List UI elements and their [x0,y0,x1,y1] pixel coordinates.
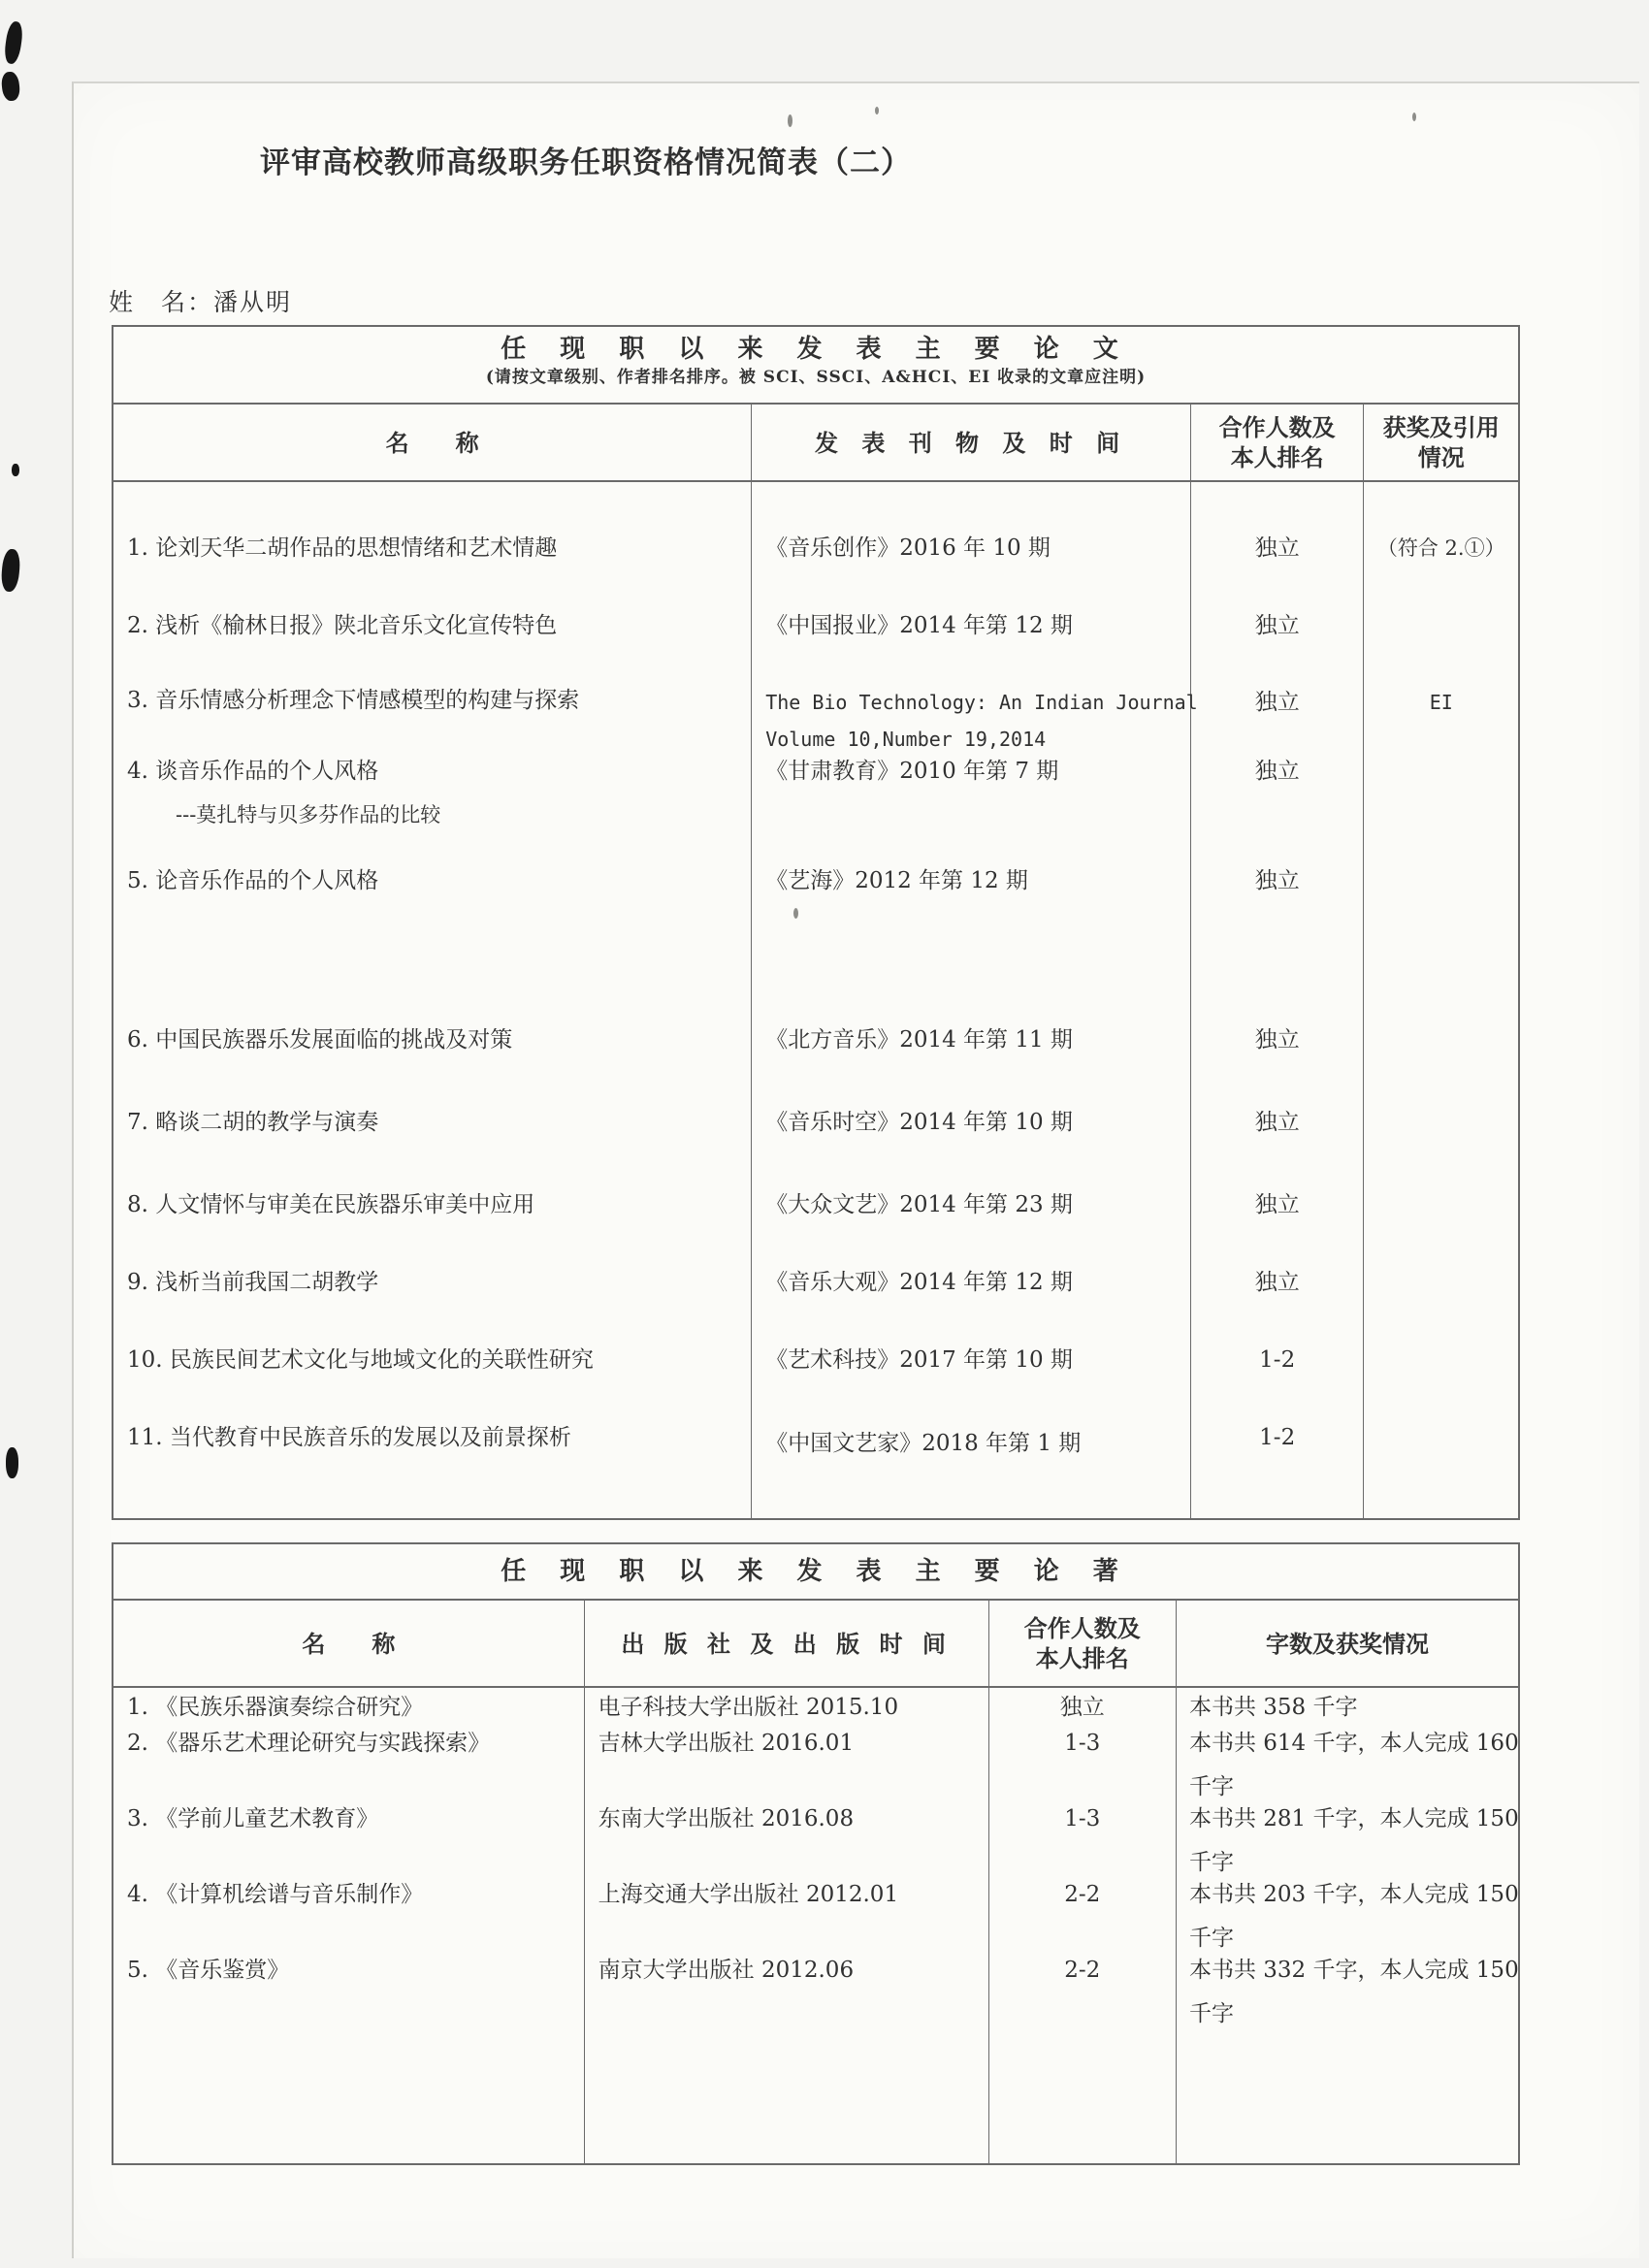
papers-coop-column [1191,482,1365,1518]
book-title: 4. 《计算机绘谱与音乐制作》 [127,1882,424,1907]
paper-title: 9. 浅析当前我国二胡教学 [127,1270,379,1295]
book-words: 本书共 281 千字，本人完成 150 [1188,1806,1519,1831]
paper-title: 2. 浅析《榆林日报》陕北音乐文化宣传特色 [127,613,558,638]
paper-title: 7. 略谈二胡的教学与演奏 [127,1110,379,1135]
paper-journal: 《北方音乐》2014 年第 11 期 [765,1027,1073,1053]
paper-journal: 《大众文艺》2014 年第 23 期 [765,1192,1073,1217]
scan-artifact [12,464,19,476]
books-publisher-column [585,1688,989,2163]
book-publisher: 电子科技大学出版社 2015.10 [598,1695,899,1720]
papers-col-header-coop: 合作人数及 本人排名 [1191,405,1365,480]
paper-award: EI [1429,691,1453,714]
paper-coop: 独立 [1254,1270,1300,1295]
scan-artifact [1412,113,1416,121]
book-words-line2: 千字 [1188,1926,1234,1951]
papers-header-row [112,405,1520,482]
scan-artifact [0,71,20,102]
book-words: 本书共 614 千字，本人完成 160 [1188,1731,1519,1756]
books-name-column [113,1688,585,2163]
paper-coop: 独立 [1254,759,1300,784]
scan-artifact [3,20,24,65]
paper-coop: 独立 [1254,1027,1300,1053]
paper-journal: 《音乐时空》2014 年第 10 期 [765,1110,1073,1135]
paper-title: 1. 论刘天华二胡作品的思想情绪和艺术情趣 [127,535,558,561]
books-col-header-name: 名 称 [113,1601,585,1686]
books-section-band [112,1542,1520,1601]
book-title: 2. 《器乐艺术理论研究与实践探索》 [127,1731,491,1756]
paper-title: 3. 音乐情感分析理念下情感模型的构建与探索 [127,688,580,713]
papers-section-note: (请按文章级别、作者排名排序。被 SCI、SSCI、A&HCI、EI 收录的文章应注明) [485,368,1147,387]
papers-section-band [112,325,1520,405]
paper-title-subline: ---莫扎特与贝多芬作品的比较 [176,803,441,826]
book-words: 本书共 358 千字 [1188,1695,1358,1720]
books-col-header-words: 字数及获奖情况 [1265,1629,1429,1658]
papers-col-header-award: 获奖及引用 情况 [1382,413,1500,471]
papers-name-column [113,482,752,1518]
book-coop: 1-3 [1064,1731,1101,1756]
books-coop-column [989,1688,1177,2163]
book-title: 3. 《学前儿童艺术教育》 [127,1806,379,1831]
paper-coop: 独立 [1254,1192,1300,1217]
paper-journal: 《中国文艺家》2018 年第 1 期 [765,1431,1082,1456]
paper-title: 8. 人文情怀与审美在民族器乐审美中应用 [127,1192,535,1217]
paper-journal: 《中国报业》2014 年第 12 期 [765,613,1073,638]
book-publisher: 吉林大学出版社 2016.01 [598,1731,855,1756]
scan-artifact [0,548,21,592]
paper-title: 6. 中国民族器乐发展面临的挑战及对策 [127,1027,513,1053]
paper-coop: 1-2 [1259,1347,1296,1373]
book-publisher: 上海交通大学出版社 2012.01 [598,1882,899,1907]
papers-col-header-journal: 发 表 刊 物 及 时 间 [752,405,1191,480]
papers-award-column [1364,482,1518,1518]
scan-artifact [875,107,879,114]
paper-journal: 《音乐大观》2014 年第 12 期 [765,1270,1073,1295]
page-title: 评审高校教师高级职务任职资格情况简表（二） [260,146,912,180]
books-col-header-coop: 合作人数及 本人排名 [989,1601,1177,1686]
books-words-column [1177,1688,1518,2163]
book-words-line2: 千字 [1188,1774,1234,1799]
book-title: 1. 《民族乐器演奏综合研究》 [127,1695,424,1720]
paper-journal: 《艺术科技》2017 年第 10 期 [765,1347,1073,1373]
book-coop: 1-3 [1064,1806,1101,1831]
books-header-row [112,1601,1520,1688]
book-publisher: 东南大学出版社 2016.08 [598,1806,855,1831]
name-field: 姓 名：潘从明 [109,288,293,316]
papers-journal-column [752,482,1198,1518]
book-title: 5. 《音乐鉴赏》 [127,1958,290,1983]
paper-coop: 独立 [1254,1110,1300,1135]
book-coop: 2-2 [1064,1958,1101,1983]
paper-title: 11. 当代教育中民族音乐的发展以及前景探析 [127,1425,571,1450]
paper-award: （符合 2.①） [1376,536,1505,560]
book-words-line2: 千字 [1188,2001,1234,2026]
paper-journal: The Bio Technology: An Indian Journal [765,691,1198,714]
book-coop: 2-2 [1064,1882,1101,1907]
scan-artifact [6,1447,18,1478]
papers-section-title: 任 现 职 以 来 发 表 主 要 论 文 [501,335,1131,364]
paper-journal: 《甘肃教育》2010 年第 7 期 [765,759,1059,784]
papers-col-header-name: 名 称 [113,405,752,480]
paper-title: 10. 民族民间艺术文化与地域文化的关联性研究 [127,1347,594,1373]
book-words: 本书共 332 千字，本人完成 150 [1188,1958,1519,1983]
book-publisher: 南京大学出版社 2012.06 [598,1958,855,1983]
paper-journal: 《音乐创作》2016 年 10 期 [765,535,1051,561]
scan-artifact [788,114,792,127]
paper-journal-line2: Volume 10,Number 19,2014 [765,728,1047,751]
paper-title: 5. 论音乐作品的个人风格 [127,868,379,893]
book-words-line2: 千字 [1188,1850,1234,1875]
book-words: 本书共 203 千字，本人完成 150 [1188,1882,1519,1907]
paper-coop: 独立 [1254,535,1300,561]
paper-coop: 1-2 [1259,1425,1296,1450]
scan-artifact [793,908,798,919]
books-data-area [112,1688,1520,2165]
paper-title: 4. 谈音乐作品的个人风格 [127,759,379,784]
paper-journal: 《艺海》2012 年第 12 期 [765,868,1028,893]
book-coop: 独立 [1059,1695,1105,1720]
paper-coop: 独立 [1254,613,1300,638]
books-section-title: 任 现 职 以 来 发 表 主 要 论 著 [501,1557,1131,1586]
books-col-header-publisher: 出 版 社 及 出 版 时 间 [585,1601,989,1686]
paper-coop: 独立 [1254,690,1300,715]
papers-data-area [112,482,1520,1520]
paper-coop: 独立 [1254,868,1300,893]
